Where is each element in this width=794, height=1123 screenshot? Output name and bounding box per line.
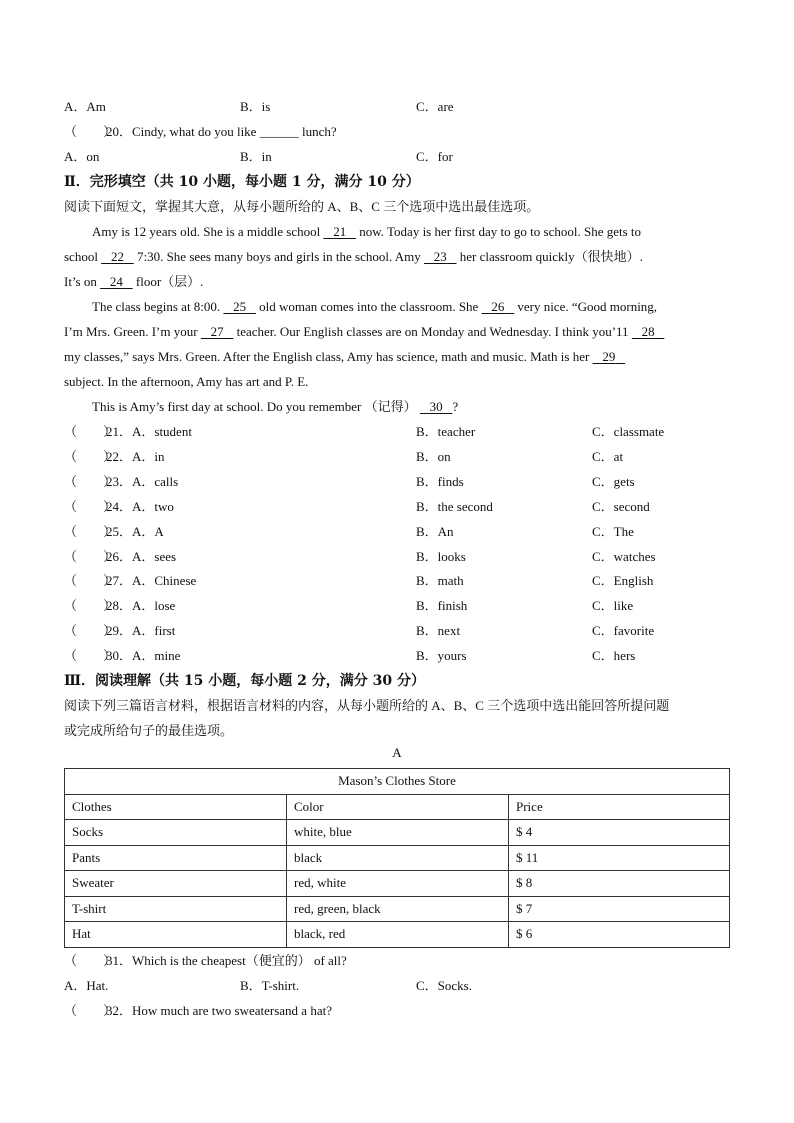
answer-paren[interactable]: （ ） xyxy=(64,448,117,464)
option-c: C．like xyxy=(592,598,634,614)
blank-26: 26 xyxy=(491,299,505,314)
table-header: Clothes xyxy=(65,794,287,820)
table-cell: Hat xyxy=(65,922,287,948)
table-cell: Sweater xyxy=(65,871,287,897)
table-title: Mason’s Clothes Store xyxy=(65,769,730,795)
passage-line: I’m Mrs. Green. I’m your 27 teacher. Our English classes are on Monday and Wednesday. I think you’11 28 xyxy=(64,321,664,343)
table-row xyxy=(65,896,730,922)
table-cell: red, green, black xyxy=(287,896,509,922)
option-b: B．finish xyxy=(416,598,468,614)
answer-paren[interactable]: （ ） xyxy=(64,473,117,489)
answer-paren[interactable]: （ ） xyxy=(64,523,117,539)
table-title-row xyxy=(65,769,730,795)
option-b: B．is xyxy=(240,99,271,114)
cloze-question-row xyxy=(64,570,730,592)
table-cell: Pants xyxy=(65,845,287,871)
option-a: 23．A．calls xyxy=(106,473,179,489)
option-b: B．finds xyxy=(416,473,464,489)
table-cell: red, white xyxy=(287,871,509,897)
q19-options xyxy=(64,96,730,118)
section2-instruction: 阅读下面短文，掌握其大意，从每小题所给的 A、B、C 三个选项中选出最佳选项。 xyxy=(64,199,540,214)
question-32 xyxy=(64,1000,730,1022)
question-text: 31．Which is the cheapest（便宜的） of all? xyxy=(106,953,347,968)
blank-22: 22 xyxy=(110,249,124,264)
passage-line: It’s on 24 floor（层）. xyxy=(64,271,203,293)
table-cell: white, blue xyxy=(287,820,509,846)
answer-paren[interactable]: （ ） xyxy=(64,953,117,968)
table-row xyxy=(65,871,730,897)
section2-heading: Ⅱ．完形填空（共 10 小题，每小题 1 分，满分 10 分） xyxy=(64,174,420,190)
table-cell: black, red xyxy=(287,922,509,948)
option-c: C．gets xyxy=(592,473,635,489)
blank-23: 23 xyxy=(433,249,447,264)
table-header: Color xyxy=(287,794,509,820)
answer-paren[interactable]: （ ） xyxy=(64,424,117,439)
option-b: B．An xyxy=(416,523,454,539)
table-cell: $ 11 xyxy=(509,845,730,871)
cloze-question-row xyxy=(64,521,730,543)
option-b: B．next xyxy=(416,623,461,639)
answer-paren[interactable]: （ ） xyxy=(64,1003,117,1018)
question-20 xyxy=(64,121,730,143)
cloze-question-row xyxy=(64,446,730,468)
answer-paren[interactable]: （ ） xyxy=(64,498,117,514)
answer-paren[interactable]: （ ） xyxy=(64,623,117,639)
passage-line: subject. In the afternoon, Amy has art and P. E. xyxy=(64,374,309,389)
cloze-question-row xyxy=(64,595,730,617)
option-a: A．on xyxy=(64,149,100,164)
table-header-row xyxy=(65,794,730,820)
blank-27: 27 xyxy=(210,324,224,339)
option-b: B．math xyxy=(416,573,464,589)
cloze-question-row xyxy=(64,645,730,667)
passage-line: This is Amy’s first day at school. Do you remember （记得） 30 ? xyxy=(64,396,458,418)
option-c: C．English xyxy=(592,573,654,589)
option-a: 26．A．sees xyxy=(106,548,177,564)
table-cell: T-shirt xyxy=(65,896,287,922)
blank-30: 30 xyxy=(429,399,443,414)
passage-line: Amy is 12 years old. She is a middle school 21 now. Today is her first day to go to school. She gets to xyxy=(64,221,641,243)
option-c: C．Socks. xyxy=(416,978,472,993)
answer-paren[interactable]: （ ） xyxy=(64,598,117,614)
table-row xyxy=(65,845,730,871)
option-a: A．Am xyxy=(64,99,106,114)
option-b: B．on xyxy=(416,448,451,464)
option-a: 25．A．A xyxy=(106,523,164,539)
option-c: C．favorite xyxy=(592,623,655,639)
blank-21: 21 xyxy=(333,224,347,239)
cloze-question-row xyxy=(64,620,730,642)
table-cell: $ 6 xyxy=(509,922,730,948)
option-c: C．watches xyxy=(592,548,656,564)
table-row xyxy=(65,820,730,846)
q20-options xyxy=(64,146,730,168)
cloze-question-row xyxy=(64,421,730,443)
option-c: C．classmate xyxy=(592,424,665,439)
option-b: B．looks xyxy=(416,548,466,564)
answer-paren[interactable]: （ ） xyxy=(64,573,117,589)
cloze-question-row xyxy=(64,471,730,493)
cloze-question-row xyxy=(64,496,730,518)
answer-paren[interactable]: （ ） xyxy=(64,548,117,564)
passage-line: The class begins at 8:00. 25 old woman comes into the classroom. She 26 very nice. “Good morning, xyxy=(64,296,657,318)
passage-line: school 22 7:30. She sees many boys and girls in the school. Amy 23 her classroom quickly（很快地）. xyxy=(64,246,643,268)
option-a: 22．A．in xyxy=(106,448,165,464)
option-a: 29．A．first xyxy=(106,623,176,639)
answer-paren[interactable]: （ ） xyxy=(64,648,117,664)
table-header: Price xyxy=(509,794,730,820)
section3-heading: Ⅲ．阅读理解（共 15 小题，每小题 2 分，满分 30 分） xyxy=(64,673,425,689)
option-c: C．hers xyxy=(592,648,636,664)
blank-28: 28 xyxy=(641,324,655,339)
option-b: B．T-shirt. xyxy=(240,978,300,993)
table-row xyxy=(65,922,730,948)
table-cell: $ 8 xyxy=(509,871,730,897)
table-cell: black xyxy=(287,845,509,871)
option-c: C．second xyxy=(592,498,650,514)
option-c: C．at xyxy=(592,448,624,464)
blank-24: 24 xyxy=(109,274,123,289)
table-cell: $ 4 xyxy=(509,820,730,846)
question-text: 32．How much are two sweatersand a hat? xyxy=(106,1003,332,1018)
option-a: 21．A．student xyxy=(106,424,192,439)
option-b: B．yours xyxy=(416,648,467,664)
option-c: C．are xyxy=(416,99,454,114)
option-a: 30．A．mine xyxy=(106,648,181,664)
cloze-question-row xyxy=(64,546,730,568)
option-a: A．Hat. xyxy=(64,978,109,993)
question-31 xyxy=(64,950,730,972)
option-a: 28．A．lose xyxy=(106,598,176,614)
option-c: C．The xyxy=(592,523,634,539)
table-cell: $ 7 xyxy=(509,896,730,922)
option-b: B．the second xyxy=(416,498,493,514)
option-a: 24．A．two xyxy=(106,498,174,514)
option-a: 27．A．Chinese xyxy=(106,573,197,589)
option-b: B．teacher xyxy=(416,424,476,439)
question-text: 20．Cindy, what do you like ______ lunch? xyxy=(106,124,337,139)
passage-label: A xyxy=(392,745,402,760)
q31-options xyxy=(64,975,730,997)
section3-instruction-cont: 或完成所给句子的最佳选项。 xyxy=(64,723,234,738)
blank-25: 25 xyxy=(233,299,247,314)
section3-instruction: 阅读下列三篇语言材料，根据语言材料的内容，从每小题所给的 A、B、C 三个选项中选出能回答所提问题 xyxy=(64,698,670,713)
blank-29: 29 xyxy=(602,349,616,364)
answer-paren[interactable]: （ ） xyxy=(64,124,117,139)
option-b: B．in xyxy=(240,149,272,164)
passage-line: my classes,” says Mrs. Green. After the English class, Amy has science, math and music. Math is her 29 xyxy=(64,346,625,368)
table-cell: Socks xyxy=(65,820,287,846)
option-c: C．for xyxy=(416,149,453,164)
clothes-store-table xyxy=(64,768,730,948)
